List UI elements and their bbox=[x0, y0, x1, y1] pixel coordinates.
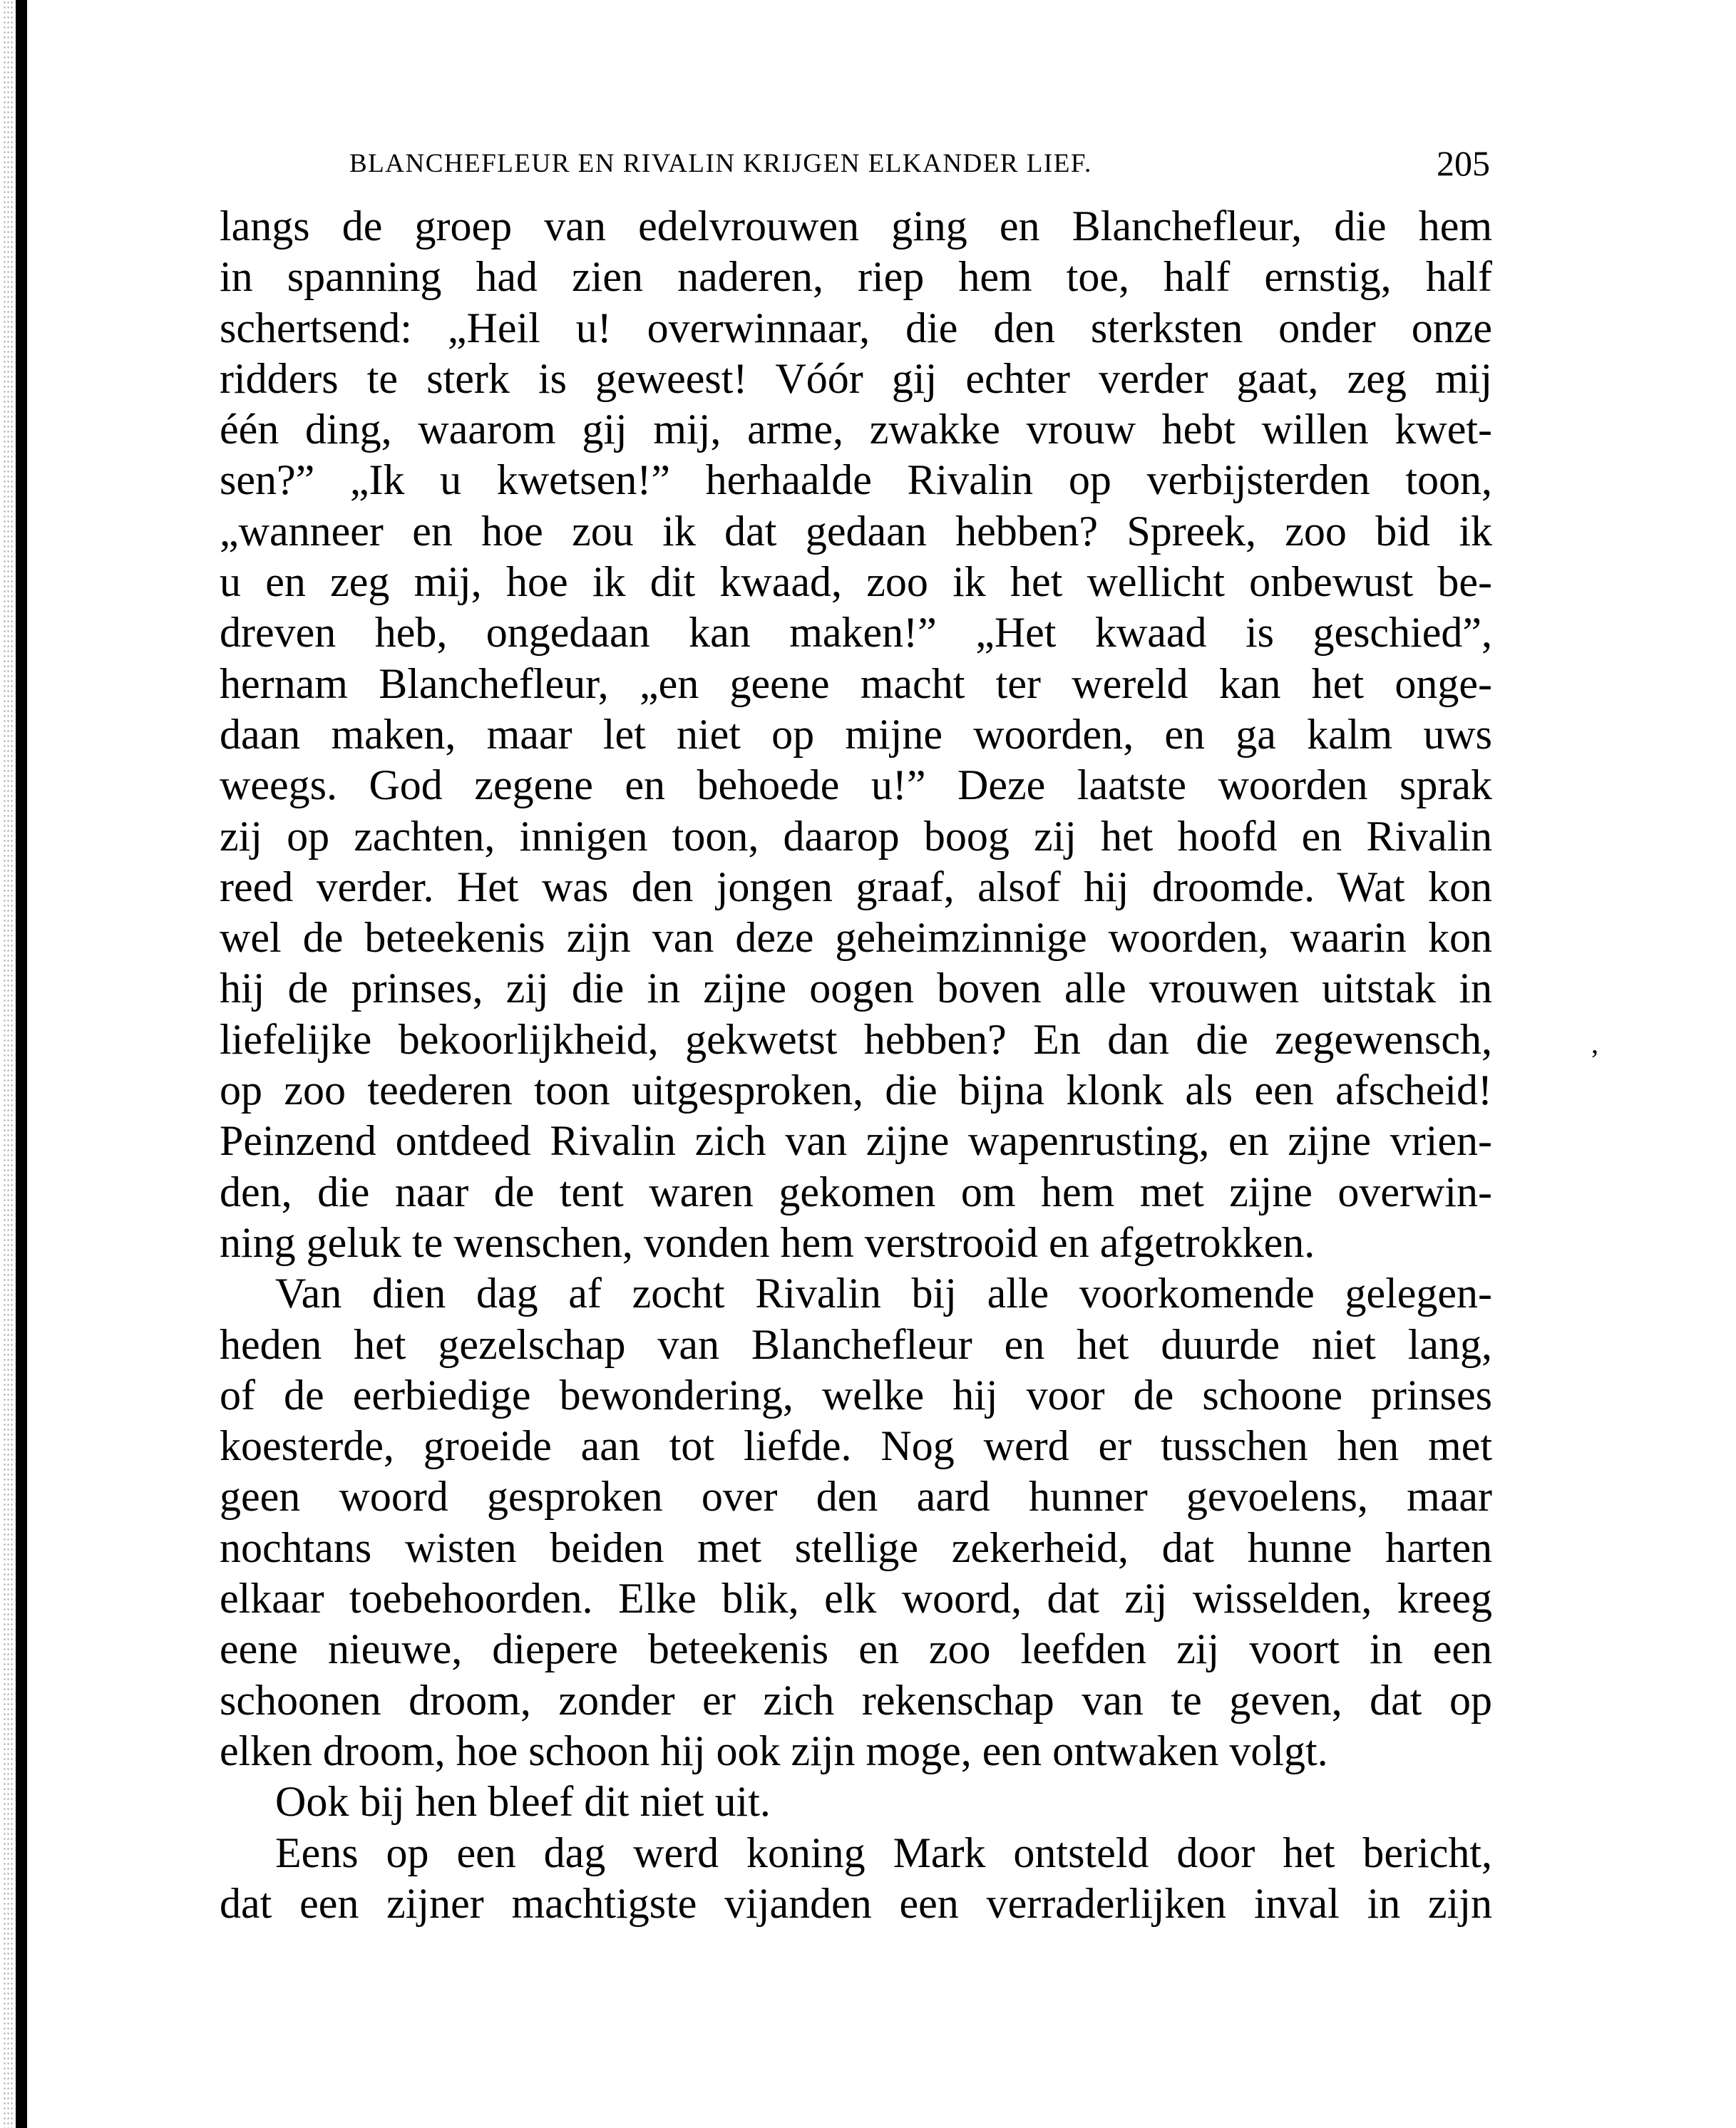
text-line: schoonen droom, zonder er zich rekenschap van te geven, dat op bbox=[220, 1676, 1492, 1724]
text-line: schertsend: „Heil u! overwinnaar, die den sterksten onder onze bbox=[220, 304, 1492, 351]
text-line: daan maken, maar let niet op mijne woorden, en ga kalm uws bbox=[220, 710, 1492, 758]
text-line: Peinzend ontdeed Rivalin zich van zijne wapenrusting, en zijne vrien- bbox=[220, 1117, 1492, 1165]
text-line: op zoo teederen toon uitgesproken, die bijna klonk als een afscheid! bbox=[220, 1066, 1492, 1114]
running-title: BLANCHEFLEUR EN RIVALIN KRIJGEN ELKANDER LIEF. bbox=[349, 149, 1092, 178]
text-line: ridders te sterk is geweest! Vóór gij echter verder gaat, zeg mij bbox=[220, 354, 1492, 402]
text-line: dat een zijner machtigste vijanden een verraderlijken inval in zijn bbox=[220, 1879, 1492, 1927]
scan-edge-bar bbox=[16, 0, 27, 2128]
text-line: eene nieuwe, diepere beteekenis en zoo leefden zij voort in een bbox=[220, 1625, 1492, 1673]
text-line: in spanning had zien naderen, riep hem toe, half ernstig, half bbox=[220, 253, 1492, 301]
text-line: reed verder. Het was den jongen graaf, alsof hij droomde. Wat kon bbox=[220, 863, 1492, 910]
text-line: wel de beteekenis zijn van deze geheimzinnige woorden, waarin kon bbox=[220, 914, 1492, 962]
page-header bbox=[349, 143, 1490, 185]
scan-edge-noise bbox=[3, 0, 13, 2128]
text-line: elkaar toebehoorden. Elke blik, elk woord, dat zij wisselden, kreeg bbox=[220, 1575, 1492, 1623]
text-line: één ding, waarom gij mij, arme, zwakke vrouw hebt willen kwet- bbox=[220, 406, 1492, 453]
text-line: geen woord gesproken over den aard hunner gevoelens, maar bbox=[220, 1473, 1492, 1521]
text-line: nochtans wisten beiden met stellige zekerheid, dat hunne harten bbox=[220, 1523, 1492, 1571]
text-line: Ook bij hen bleef dit niet uit. bbox=[275, 1778, 771, 1826]
body-text bbox=[220, 201, 1492, 1929]
text-line: hij de prinses, zij die in zijne oogen boven alle vrouwen uitstak in bbox=[220, 965, 1492, 1012]
text-line: hernam Blanchefleur, „en geene macht ter wereld kan het onge- bbox=[220, 659, 1492, 707]
page-number: 205 bbox=[1437, 143, 1490, 183]
text-line: u en zeg mij, hoe ik dit kwaad, zoo ik het wellicht onbewust be- bbox=[220, 558, 1492, 606]
text-line: Eens op een dag werd koning Mark ontsteld door het bericht, bbox=[275, 1829, 1492, 1876]
text-line: den, die naar de tent waren gekomen om hem met zijne overwin- bbox=[220, 1168, 1492, 1215]
text-line: dreven heb, ongedaan kan maken!” „Het kwaad is geschied”, bbox=[220, 609, 1492, 657]
text-line: ning geluk te wenschen, vonden hem verstrooid en afgetrokken. bbox=[220, 1218, 1315, 1266]
text-line: langs de groep van edelvrouwen ging en Blanchefleur, die hem bbox=[220, 202, 1492, 250]
text-line: heden het gezelschap van Blanchefleur en het duurde niet lang, bbox=[220, 1320, 1492, 1368]
stray-mark: , bbox=[1591, 1027, 1598, 1059]
text-line: koesterde, groeide aan tot liefde. Nog werd er tusschen hen met bbox=[220, 1422, 1492, 1470]
text-line: zij op zachten, innigen toon, daarop boog zij het hoofd en Rivalin bbox=[220, 812, 1492, 860]
text-line: liefelijke bekoorlijkheid, gekwetst hebben? En dan die zegewensch, bbox=[220, 1015, 1492, 1063]
text-line: Van dien dag af zocht Rivalin bij alle voorkomende gelegen- bbox=[275, 1270, 1492, 1317]
text-line: of de eerbiedige bewondering, welke hij voor de schoone prinses bbox=[220, 1371, 1492, 1419]
text-line: sen?” „Ik u kwetsen!” herhaalde Rivalin op verbijsterden toon, bbox=[220, 456, 1492, 504]
text-line: elken droom, hoe schoon hij ook zijn moge, een ontwaken volgt. bbox=[220, 1727, 1328, 1774]
text-line: weegs. God zegene en behoede u!” Deze laatste woorden sprak bbox=[220, 761, 1492, 809]
text-line: „wanneer en hoe zou ik dat gedaan hebben? Spreek, zoo bid ik bbox=[220, 507, 1492, 555]
